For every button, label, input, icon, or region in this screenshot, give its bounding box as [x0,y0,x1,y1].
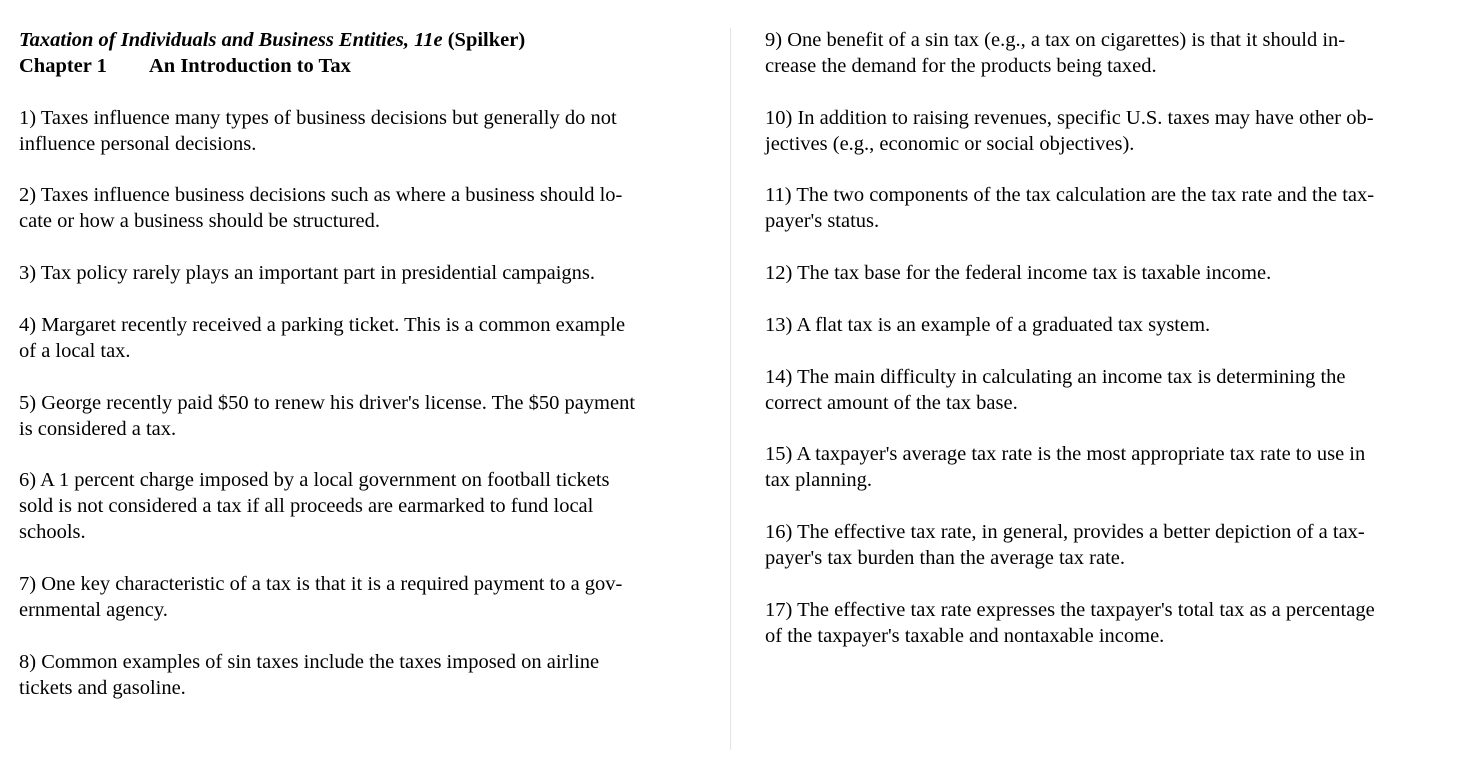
title-line [19,28,709,54]
column-divider [730,28,731,750]
question-14: 14) The main difficulty in calculating an income tax is determining the correct amount of the tax base. [765,365,1346,414]
question-6: 6) A 1 percent charge imposed by a local government on football tickets sold is not considered a tax if all proceeds are earmarked to fund local schools. [19,469,610,544]
chapter-label: Chapter 1 [19,54,107,77]
question-7: 7) One key characteristic of a tax is that it is a required payment to a gov- ernmental agency. [19,572,623,621]
question-3: 3) Tax policy rarely plays an important part in presidential campaigns. [19,262,596,285]
chapter-title: An Introduction to Tax [149,54,351,77]
right-column [765,28,1445,676]
question-16: 16) The effective tax rate, in general, provides a better depiction of a tax- payer's tax burden than the average tax rate. [765,521,1365,570]
question-2: 2) Taxes influence business decisions such as where a business should lo- cate or how a business should be structured. [19,184,623,233]
question-8: 8) Common examples of sin taxes include the taxes imposed on airline tickets and gasoline. [19,650,600,699]
question-10: 10) In addition to raising revenues, specific U.S. taxes may have other ob- jectives (e.g., economic or social objectives). [765,106,1374,155]
question-9: 9) One benefit of a sin tax (e.g., a tax on cigarettes) is that it should in- crease the demand for the products being taxed. [765,29,1346,77]
left-column [19,28,709,727]
question-1: 1) Taxes influence many types of business decisions but generally do not influence personal decisions. [19,106,617,155]
question-11: 11) The two components of the tax calculation are the tax rate and the tax- payer's status. [765,184,1375,233]
question-5: 5) George recently paid $50 to renew his driver's license. The $50 payment is considered a tax. [19,391,636,440]
document-header [19,28,709,80]
book-author: (Spilker) [447,29,526,51]
question-4: 4) Margaret recently received a parking ticket. This is a common example of a local tax. [19,313,626,362]
question-12: 12) The tax base for the federal income tax is taxable income. [765,262,1272,285]
question-15: 15) A taxpayer's average tax rate is the most appropriate tax rate to use in tax planning. [765,443,1366,492]
chapter-line [19,54,709,80]
question-17: 17) The effective tax rate expresses the taxpayer's total tax as a percentage of the taxpayer's taxable and nontaxable income. [765,598,1375,647]
question-13: 13) A flat tax is an example of a graduated tax system. [765,313,1211,336]
book-title: Taxation of Individuals and Business Entities, 11e [19,29,443,51]
